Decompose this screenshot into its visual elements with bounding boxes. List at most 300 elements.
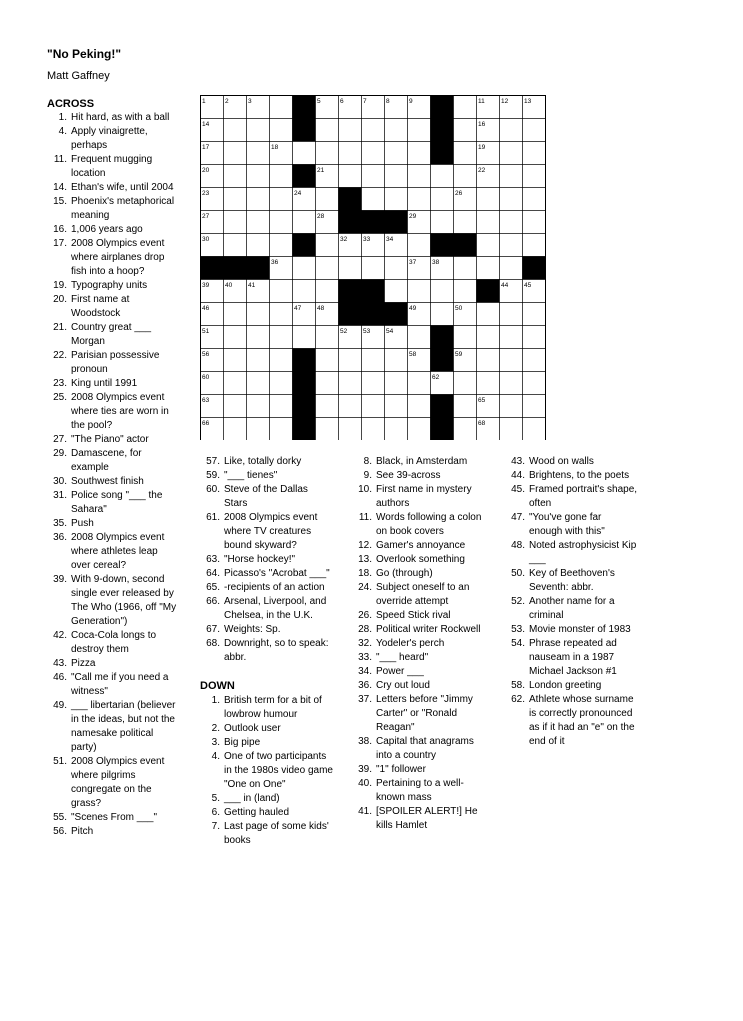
grid-cell[interactable] xyxy=(362,349,385,372)
clue-number: 11. xyxy=(358,512,372,523)
clue-text: Black, in Amsterdam xyxy=(376,456,468,467)
grid-cell[interactable] xyxy=(454,96,477,119)
grid-cell[interactable] xyxy=(247,165,270,188)
grid-cell[interactable] xyxy=(270,96,293,119)
black-square xyxy=(339,303,362,326)
grid-cell[interactable] xyxy=(339,257,362,280)
grid-cell[interactable] xyxy=(385,349,408,372)
down-clues xyxy=(200,694,348,848)
grid-cell[interactable] xyxy=(362,188,385,211)
clue-number: 15. xyxy=(53,196,67,207)
grid-cell[interactable] xyxy=(224,395,247,418)
grid-cell[interactable] xyxy=(523,372,546,395)
clue-number: 20. xyxy=(53,294,67,305)
grid-cell[interactable] xyxy=(431,280,454,303)
clue-text: British term for a bit of xyxy=(224,695,322,706)
clue-text: Morgan xyxy=(71,336,105,347)
grid-cell[interactable] xyxy=(247,142,270,165)
cell-number: 46 xyxy=(202,305,210,312)
grid-cell[interactable] xyxy=(293,326,316,349)
clue-across2-57 xyxy=(200,455,348,469)
black-square xyxy=(339,211,362,234)
grid-cell[interactable] xyxy=(339,395,362,418)
clue-down1-1 xyxy=(200,694,348,722)
clue-down1-6 xyxy=(200,806,348,820)
grid-cell[interactable] xyxy=(500,257,523,280)
grid-cell[interactable] xyxy=(316,372,339,395)
grid-cell[interactable] xyxy=(339,418,362,441)
grid-cell[interactable] xyxy=(500,418,523,441)
grid-cell[interactable] xyxy=(362,142,385,165)
clue-number: 24. xyxy=(358,582,372,593)
clue-down2-39 xyxy=(352,763,497,777)
clue-text: Last page of some kids' xyxy=(224,821,329,832)
grid-cell[interactable] xyxy=(500,142,523,165)
clue-number: 1. xyxy=(211,695,220,706)
clue-text: [SPOILER ALERT!] He xyxy=(376,806,478,817)
cell-number: 14 xyxy=(202,121,210,128)
grid-cell[interactable] xyxy=(523,349,546,372)
clue-text: Gamer's annoyance xyxy=(376,540,466,551)
clue-text: Another name for a xyxy=(529,596,615,607)
clue-across2-65 xyxy=(200,581,348,595)
black-square xyxy=(431,349,454,372)
grid-cell[interactable] xyxy=(408,372,431,395)
clue-down2-13 xyxy=(352,553,497,567)
grid-cell[interactable] xyxy=(293,280,316,303)
grid-cell[interactable] xyxy=(270,372,293,395)
grid-cell[interactable] xyxy=(316,142,339,165)
grid-cell[interactable] xyxy=(362,165,385,188)
grid-cell[interactable] xyxy=(523,165,546,188)
cell-number: 53 xyxy=(363,328,371,335)
grid-cell[interactable] xyxy=(316,119,339,142)
clue-down2-26 xyxy=(352,609,497,623)
cell-number: 1 xyxy=(202,98,206,105)
clue-text: Police song "___ the xyxy=(71,490,163,501)
clue-down1-7 xyxy=(200,820,348,848)
grid-cell[interactable] xyxy=(454,418,477,441)
grid-cell[interactable] xyxy=(385,418,408,441)
grid-cell[interactable] xyxy=(247,188,270,211)
cell-number: 4 xyxy=(294,98,298,105)
grid-cell[interactable] xyxy=(523,211,546,234)
cell-number: 51 xyxy=(202,328,210,335)
grid-cell[interactable] xyxy=(224,211,247,234)
grid-cell[interactable] xyxy=(408,119,431,142)
grid-cell[interactable] xyxy=(316,257,339,280)
clue-across-23 xyxy=(47,377,192,391)
clue-text: where airplanes drop xyxy=(71,252,165,263)
puzzle-title: "No Peking!" xyxy=(47,47,122,61)
grid-cell[interactable] xyxy=(454,119,477,142)
grid-cell[interactable] xyxy=(247,349,270,372)
grid-cell[interactable] xyxy=(500,395,523,418)
clue-text: Downright, so to speak: xyxy=(224,638,329,649)
grid-cell[interactable] xyxy=(270,395,293,418)
grid-cell[interactable] xyxy=(500,119,523,142)
clue-number: 35. xyxy=(53,518,67,529)
grid-cell[interactable] xyxy=(454,165,477,188)
clue-text: Woodstock xyxy=(71,308,121,319)
grid-cell[interactable] xyxy=(431,165,454,188)
clue-text: 1,006 years ago xyxy=(71,224,143,235)
grid-cell[interactable] xyxy=(270,234,293,257)
clue-across-11 xyxy=(47,153,192,181)
clue-text: Brightens, to the poets xyxy=(529,470,630,481)
clue-text: in the 1980s video game xyxy=(224,765,333,776)
grid-cell[interactable] xyxy=(454,142,477,165)
grid-cell[interactable] xyxy=(477,303,500,326)
grid-cell[interactable] xyxy=(316,280,339,303)
grid-cell[interactable] xyxy=(477,372,500,395)
grid-cell[interactable] xyxy=(316,326,339,349)
grid-cell[interactable] xyxy=(316,349,339,372)
clue-text: often xyxy=(529,498,552,509)
across-clues xyxy=(47,97,192,839)
clue-down2-33 xyxy=(352,651,497,665)
grid-cell[interactable] xyxy=(339,142,362,165)
cell-number: 33 xyxy=(363,236,371,243)
clue-down2-11 xyxy=(352,511,497,539)
clue-text: criminal xyxy=(529,610,564,621)
clue-down3-43 xyxy=(505,455,650,469)
clue-number: 25. xyxy=(53,392,67,403)
clue-across-36 xyxy=(47,531,192,573)
cell-number: 52 xyxy=(340,328,348,335)
black-square xyxy=(362,280,385,303)
grid-cell[interactable] xyxy=(362,119,385,142)
grid-cell[interactable] xyxy=(224,326,247,349)
grid-cell[interactable] xyxy=(431,188,454,211)
grid-cell[interactable] xyxy=(385,119,408,142)
grid-cell[interactable] xyxy=(477,257,500,280)
grid-cell[interactable] xyxy=(270,165,293,188)
clue-across-56 xyxy=(47,825,192,839)
clue-across-22 xyxy=(47,349,192,377)
grid-cell[interactable] xyxy=(224,303,247,326)
clue-across-20 xyxy=(47,293,192,321)
clue-text: Seventh: abbr. xyxy=(529,582,594,593)
grid-cell[interactable] xyxy=(270,326,293,349)
grid-cell[interactable] xyxy=(270,418,293,441)
grid-cell[interactable] xyxy=(500,165,523,188)
grid-cell[interactable] xyxy=(224,142,247,165)
grid-cell[interactable] xyxy=(454,395,477,418)
clue-down1-2 xyxy=(200,722,348,736)
clue-text: Damascene, for xyxy=(71,448,142,459)
grid-cell[interactable] xyxy=(247,395,270,418)
cell-number: 50 xyxy=(455,305,463,312)
cell-number: 64 xyxy=(294,397,302,404)
cell-number: 22 xyxy=(478,167,486,174)
grid-cell[interactable] xyxy=(500,234,523,257)
grid-cell[interactable] xyxy=(316,188,339,211)
clue-text: "Call me if you need a xyxy=(71,672,169,683)
clue-down3-53 xyxy=(505,623,650,637)
grid-cell[interactable] xyxy=(385,257,408,280)
clue-down2-36 xyxy=(352,679,497,693)
cell-number: 45 xyxy=(524,282,532,289)
clue-down2-8 xyxy=(352,455,497,469)
clue-number: 49. xyxy=(53,700,67,711)
across-list-continued xyxy=(200,455,348,665)
clue-text: single ever released by xyxy=(71,588,174,599)
grid-cell[interactable] xyxy=(247,119,270,142)
clue-down3-58 xyxy=(505,679,650,693)
grid-cell[interactable] xyxy=(270,303,293,326)
clue-text: Parisian possessive xyxy=(71,350,160,361)
clue-text: nauseam in a 1987 xyxy=(529,652,615,663)
black-square xyxy=(201,257,224,280)
clue-text: 2008 Olympics event xyxy=(71,532,165,543)
clue-text: Hit hard, as with a ball xyxy=(71,112,170,123)
clue-down1-3 xyxy=(200,736,348,750)
cell-number: 63 xyxy=(202,397,210,404)
grid-cell[interactable] xyxy=(247,234,270,257)
clue-down3-48 xyxy=(505,539,650,567)
grid-cell[interactable] xyxy=(408,395,431,418)
grid-cell[interactable] xyxy=(408,418,431,441)
clue-number: 5. xyxy=(211,793,220,804)
grid-cell[interactable] xyxy=(431,211,454,234)
grid-cell[interactable] xyxy=(293,257,316,280)
clue-text: Country great ___ xyxy=(71,322,152,333)
grid-cell[interactable] xyxy=(247,211,270,234)
clue-number: 37. xyxy=(358,694,372,705)
grid-cell[interactable] xyxy=(477,234,500,257)
grid-cell[interactable] xyxy=(500,211,523,234)
black-square xyxy=(362,211,385,234)
grid-cell[interactable] xyxy=(224,188,247,211)
grid-cell[interactable] xyxy=(293,142,316,165)
clue-text: "Scenes From ___" xyxy=(71,812,158,823)
across-clues-continued xyxy=(200,455,348,665)
grid-cell[interactable] xyxy=(270,349,293,372)
grid-cell[interactable] xyxy=(477,211,500,234)
clue-down2-10 xyxy=(352,483,497,511)
grid-cell[interactable] xyxy=(523,234,546,257)
grid-cell[interactable] xyxy=(454,257,477,280)
clue-number: 67. xyxy=(206,624,220,635)
clue-across2-63 xyxy=(200,553,348,567)
clue-number: 48. xyxy=(511,540,525,551)
grid-cell[interactable] xyxy=(293,211,316,234)
clue-down2-32 xyxy=(352,637,497,651)
clue-number: 66. xyxy=(206,596,220,607)
cell-number: 48 xyxy=(317,305,325,312)
grid-cell[interactable] xyxy=(385,395,408,418)
clue-across-27 xyxy=(47,433,192,447)
grid-cell[interactable] xyxy=(270,280,293,303)
clue-across-35 xyxy=(47,517,192,531)
grid-cell[interactable] xyxy=(523,119,546,142)
clue-across-15 xyxy=(47,195,192,223)
grid-cell[interactable] xyxy=(362,395,385,418)
grid-cell[interactable] xyxy=(408,188,431,211)
clue-text: Political writer Rockwell xyxy=(376,624,481,635)
clue-across2-66 xyxy=(200,595,348,623)
clue-text: Key of Beethoven's xyxy=(529,568,615,579)
grid-cell[interactable] xyxy=(523,326,546,349)
cell-number: 37 xyxy=(409,259,417,266)
grid-cell[interactable] xyxy=(247,372,270,395)
clue-text: ___ in (land) xyxy=(224,793,280,804)
grid-cell[interactable] xyxy=(316,395,339,418)
grid-cell[interactable] xyxy=(224,418,247,441)
grid-cell[interactable] xyxy=(362,372,385,395)
grid-cell[interactable] xyxy=(339,349,362,372)
cell-number: 9 xyxy=(409,98,413,105)
clue-text: Subject oneself to an xyxy=(376,582,470,593)
clue-text: Stars xyxy=(224,498,248,509)
grid-cell[interactable] xyxy=(224,372,247,395)
grid-cell[interactable] xyxy=(224,165,247,188)
grid-cell[interactable] xyxy=(385,188,408,211)
cell-number: 10 xyxy=(432,98,440,105)
clue-across2-64 xyxy=(200,567,348,581)
crossword-grid-svg[interactable] xyxy=(200,95,546,440)
clue-text: witness" xyxy=(71,686,108,697)
clue-text: Typography units xyxy=(71,280,148,291)
clue-across2-67 xyxy=(200,623,348,637)
grid-cell[interactable] xyxy=(523,418,546,441)
grid-cell[interactable] xyxy=(385,280,408,303)
clue-text: See 39-across xyxy=(376,470,441,481)
grid-cell[interactable] xyxy=(454,372,477,395)
grid-cell[interactable] xyxy=(500,303,523,326)
grid-cell[interactable] xyxy=(523,395,546,418)
cell-number: 24 xyxy=(294,190,302,197)
clue-text: Ethan's wife, until 2004 xyxy=(71,182,174,193)
grid-cell[interactable] xyxy=(477,349,500,372)
down-list-3 xyxy=(505,455,650,749)
cell-number: 47 xyxy=(294,305,302,312)
clue-down1-5 xyxy=(200,792,348,806)
cell-number: 57 xyxy=(294,351,302,358)
grid-cell[interactable] xyxy=(454,326,477,349)
cell-number: 66 xyxy=(202,420,210,427)
clue-text: London greeting xyxy=(529,680,602,691)
clue-number: 7. xyxy=(211,821,220,832)
clue-across-49 xyxy=(47,699,192,755)
grid-cell[interactable] xyxy=(523,188,546,211)
clue-number: 17. xyxy=(53,238,67,249)
clue-text: 2008 Olympics event xyxy=(71,238,165,249)
grid-cell[interactable] xyxy=(339,119,362,142)
grid-cell[interactable] xyxy=(270,211,293,234)
grid-cell[interactable] xyxy=(408,165,431,188)
clue-text: the pool? xyxy=(71,420,113,431)
grid-cell[interactable] xyxy=(500,372,523,395)
clue-text: Letters before "Jimmy xyxy=(376,694,473,705)
cell-number: 44 xyxy=(501,282,509,289)
clue-text: location xyxy=(71,168,106,179)
grid-cell[interactable] xyxy=(270,119,293,142)
grid-cell[interactable] xyxy=(339,165,362,188)
grid-cell[interactable] xyxy=(385,165,408,188)
grid-cell[interactable] xyxy=(408,234,431,257)
clue-text: Go (through) xyxy=(376,568,433,579)
grid-cell[interactable] xyxy=(523,303,546,326)
clue-across-21 xyxy=(47,321,192,349)
grid-cell[interactable] xyxy=(477,188,500,211)
clue-number: 16. xyxy=(53,224,67,235)
grid-cell[interactable] xyxy=(408,142,431,165)
grid-cell[interactable] xyxy=(500,326,523,349)
clue-number: 6. xyxy=(211,807,220,818)
crossword-grid[interactable] xyxy=(200,95,546,440)
clue-number: 57. xyxy=(206,456,220,467)
clue-number: 56. xyxy=(53,826,67,837)
grid-cell[interactable] xyxy=(362,257,385,280)
clue-text: King until 1991 xyxy=(71,378,138,389)
grid-cell[interactable] xyxy=(362,418,385,441)
cell-number: 61 xyxy=(294,374,302,381)
clue-number: 40. xyxy=(358,778,372,789)
grid-cell[interactable] xyxy=(339,372,362,395)
clue-number: 46. xyxy=(53,672,67,683)
grid-cell[interactable] xyxy=(431,303,454,326)
grid-cell[interactable] xyxy=(477,326,500,349)
cell-number: 34 xyxy=(386,236,394,243)
grid-cell[interactable] xyxy=(500,188,523,211)
clue-number: 38. xyxy=(358,736,372,747)
cell-number: 5 xyxy=(317,98,321,105)
grid-cell[interactable] xyxy=(270,188,293,211)
clue-text: Getting hauled xyxy=(224,807,290,818)
clue-text: Sahara" xyxy=(71,504,107,515)
clue-text: abbr. xyxy=(224,652,247,663)
clue-text: Generation") xyxy=(71,616,128,627)
clue-text: namesake political xyxy=(71,728,154,739)
grid-cell[interactable] xyxy=(454,211,477,234)
cell-number: 43 xyxy=(478,282,486,289)
clue-number: 2. xyxy=(211,723,220,734)
grid-cell[interactable] xyxy=(408,326,431,349)
clue-number: 65. xyxy=(206,582,220,593)
grid-cell[interactable] xyxy=(316,418,339,441)
grid-cell[interactable] xyxy=(316,234,339,257)
grid-cell[interactable] xyxy=(247,418,270,441)
down-clues-3 xyxy=(505,455,650,749)
clue-number: 63. xyxy=(206,554,220,565)
clue-text: First name in mystery xyxy=(376,484,472,495)
clue-text: books xyxy=(224,835,251,846)
clue-text: Arsenal, Liverpool, and xyxy=(224,596,327,607)
clue-text: Weights: Sp. xyxy=(224,624,281,635)
cell-number: 60 xyxy=(202,374,210,381)
clue-down3-50 xyxy=(505,567,650,595)
grid-cell[interactable] xyxy=(500,349,523,372)
clue-text: Chelsea, in the U.K. xyxy=(224,610,313,621)
grid-cell[interactable] xyxy=(385,142,408,165)
clue-text: authors xyxy=(376,498,410,509)
grid-cell[interactable] xyxy=(408,280,431,303)
clue-text: kills Hamlet xyxy=(376,820,428,831)
grid-cell[interactable] xyxy=(224,234,247,257)
clue-across-51 xyxy=(47,755,192,811)
grid-cell[interactable] xyxy=(385,372,408,395)
grid-cell[interactable] xyxy=(523,142,546,165)
grid-cell[interactable] xyxy=(224,119,247,142)
clue-down2-34 xyxy=(352,665,497,679)
black-square xyxy=(224,257,247,280)
grid-cell[interactable] xyxy=(247,326,270,349)
grid-cell[interactable] xyxy=(454,280,477,303)
grid-cell[interactable] xyxy=(247,303,270,326)
grid-cell[interactable] xyxy=(224,349,247,372)
